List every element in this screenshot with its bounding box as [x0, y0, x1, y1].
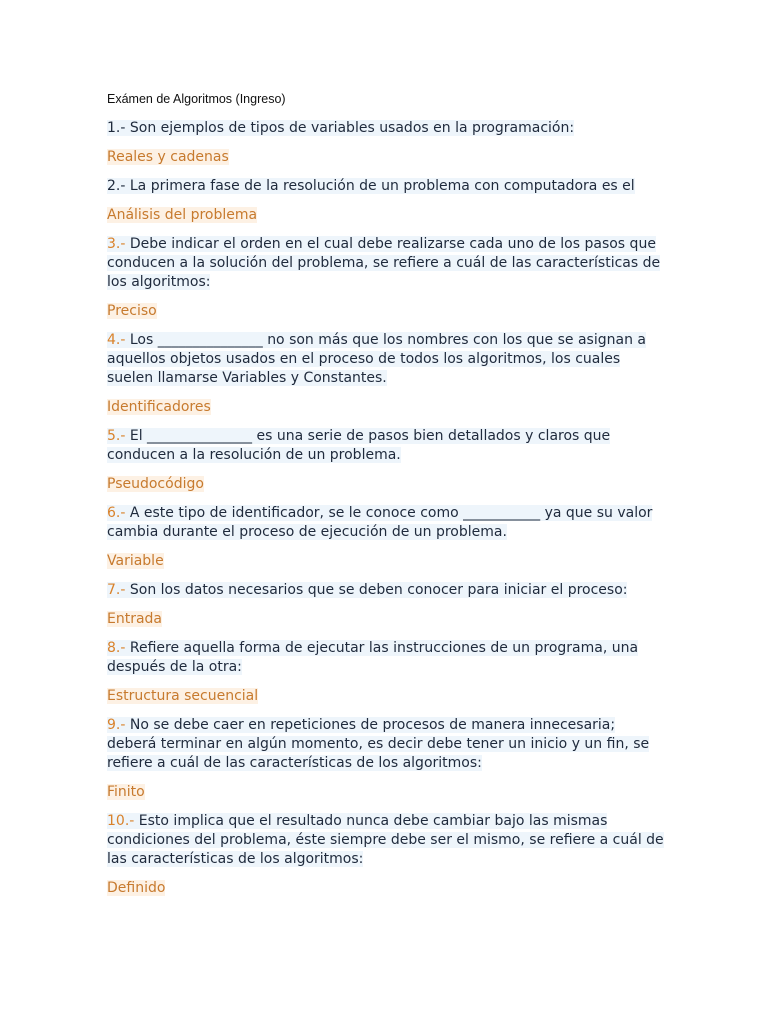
- question-number: 4.-: [107, 332, 126, 348]
- answer-text: Estructura secuencial: [107, 688, 259, 704]
- question-2: [107, 177, 667, 196]
- question-9: [107, 716, 667, 773]
- question-text: La primera fase de la resolución de un problema con computadora es el: [129, 178, 635, 194]
- question-3: [107, 235, 667, 292]
- question-number: 9.-: [107, 717, 126, 733]
- question-text: Refiere aquella forma de ejecutar las instrucciones de un programa, una después de la otra:: [107, 640, 639, 675]
- answer-6: [107, 552, 667, 571]
- answer-text: Preciso: [107, 303, 157, 319]
- question-number: 5.-: [107, 428, 126, 444]
- answer-7: [107, 610, 667, 629]
- question-number: 8.-: [107, 640, 126, 656]
- answer-10: [107, 879, 667, 898]
- answer-9: [107, 783, 667, 802]
- question-text: A este tipo de identificador, se le conoce como ___________ ya que su valor cambia durante el proceso de ejecución de un problema.: [107, 505, 653, 540]
- question-text: El _______________ es una serie de pasos bien detallados y claros que conducen a la resolución de un problema.: [107, 428, 611, 463]
- answer-5: [107, 475, 667, 494]
- answer-2: [107, 206, 667, 225]
- question-text: Son ejemplos de tipos de variables usados en la programación:: [129, 120, 575, 136]
- question-7: [107, 581, 667, 600]
- answer-text: Pseudocódigo: [107, 476, 204, 492]
- answer-text: Reales y cadenas: [107, 149, 229, 165]
- answer-text: Análisis del problema: [107, 207, 258, 223]
- question-5: [107, 427, 667, 465]
- answer-text: Finito: [107, 784, 145, 800]
- answer-text: Entrada: [107, 611, 163, 627]
- exam-content: [107, 119, 667, 908]
- question-text: Los _______________ no son más que los nombres con los que se asignan a aquellos objetos usados en el proceso de todos los algoritmos, los cuales suelen llamarse Variables y Constantes.: [107, 332, 646, 386]
- question-text: Son los datos necesarios que se deben conocer para iniciar el proceso:: [129, 582, 628, 598]
- question-4: [107, 331, 667, 388]
- answer-1: [107, 148, 667, 167]
- question-text: No se debe caer en repeticiones de procesos de manera innecesaria; deberá terminar en algún momento, es decir debe tener un inicio y un fin, se refiere a cuál de las características de los algoritmos:: [107, 717, 650, 771]
- question-number: 3.-: [107, 236, 126, 252]
- answer-text: Definido: [107, 880, 166, 896]
- question-number: 2.-: [107, 178, 126, 194]
- answer-text: Variable: [107, 553, 164, 569]
- question-6: [107, 504, 667, 542]
- answer-3: [107, 302, 667, 321]
- answer-text: Identificadores: [107, 399, 211, 415]
- question-text: Debe indicar el orden en el cual debe realizarse cada uno de los pasos que conducen a la solución del problema, se refiere a cuál de las características de los algoritmos:: [107, 236, 661, 290]
- answer-4: [107, 398, 667, 417]
- question-number: 10.-: [107, 813, 135, 829]
- question-10: [107, 812, 667, 869]
- question-number: 6.-: [107, 505, 126, 521]
- document-title: Exámen de Algoritmos (Ingreso): [107, 92, 286, 106]
- question-number: 1.-: [107, 120, 126, 136]
- question-8: [107, 639, 667, 677]
- question-text: Esto implica que el resultado nunca debe cambiar bajo las mismas condiciones del problema, éste siempre debe ser el mismo, se refiere a cuál de las características de los algoritmos:: [107, 813, 664, 867]
- answer-8: [107, 687, 667, 706]
- question-1: [107, 119, 667, 138]
- question-number: 7.-: [107, 582, 126, 598]
